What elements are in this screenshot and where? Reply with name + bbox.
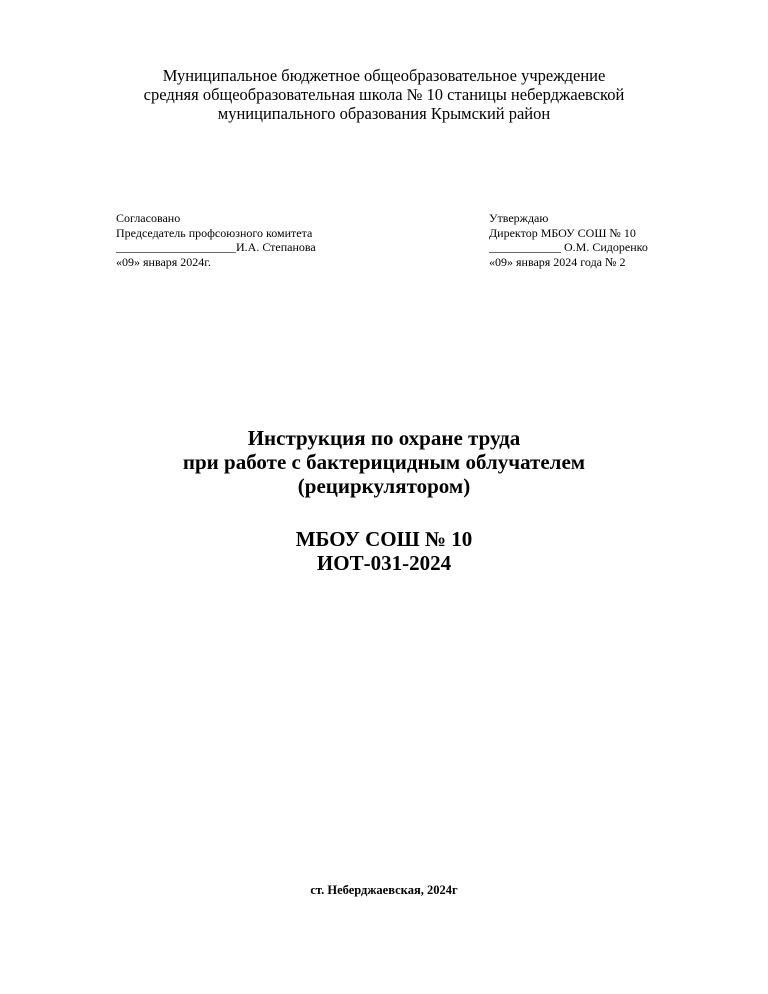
title-line-3: (рециркулятором) xyxy=(297,474,471,498)
document-title xyxy=(100,426,668,498)
org-name-line-2: средняя общеобразовательная школа № 10 станицы неберджаевской xyxy=(143,85,625,104)
approval-block xyxy=(489,211,648,269)
place-and-year: ст. Неберджаевская, 2024г xyxy=(310,883,458,897)
title-line-1: Инструкция по охране труда xyxy=(247,426,521,450)
agreement-date: «09» января 2024г. xyxy=(116,254,211,269)
agreement-block xyxy=(116,211,316,269)
agreement-position: Председатель профсоюзного комитета xyxy=(116,225,313,240)
approval-date: «09» января 2024 года № 2 xyxy=(489,254,626,269)
org-name-line-1: Муниципальное бюджетное общеобразовательное учреждение xyxy=(162,66,606,85)
approval-position: Директор МБОУ СОШ № 10 xyxy=(489,225,636,240)
org-name-line-3: муниципального образования Крымский район xyxy=(217,104,551,123)
agreement-signature: ____________________И.А. Степанова xyxy=(116,240,316,254)
agreement-label: Согласовано xyxy=(116,211,181,225)
document-code xyxy=(100,527,668,575)
approval-signature: ____________ О.М. Сидоренко xyxy=(489,240,648,254)
title-line-2: при работе с бактерицидным облучателем xyxy=(182,450,586,474)
instruction-number: ИОТ-031-2024 xyxy=(316,551,452,575)
approval-label: Утверждаю xyxy=(489,211,549,225)
school-name: МБОУ СОШ № 10 xyxy=(295,527,473,551)
organization-header xyxy=(100,66,668,123)
